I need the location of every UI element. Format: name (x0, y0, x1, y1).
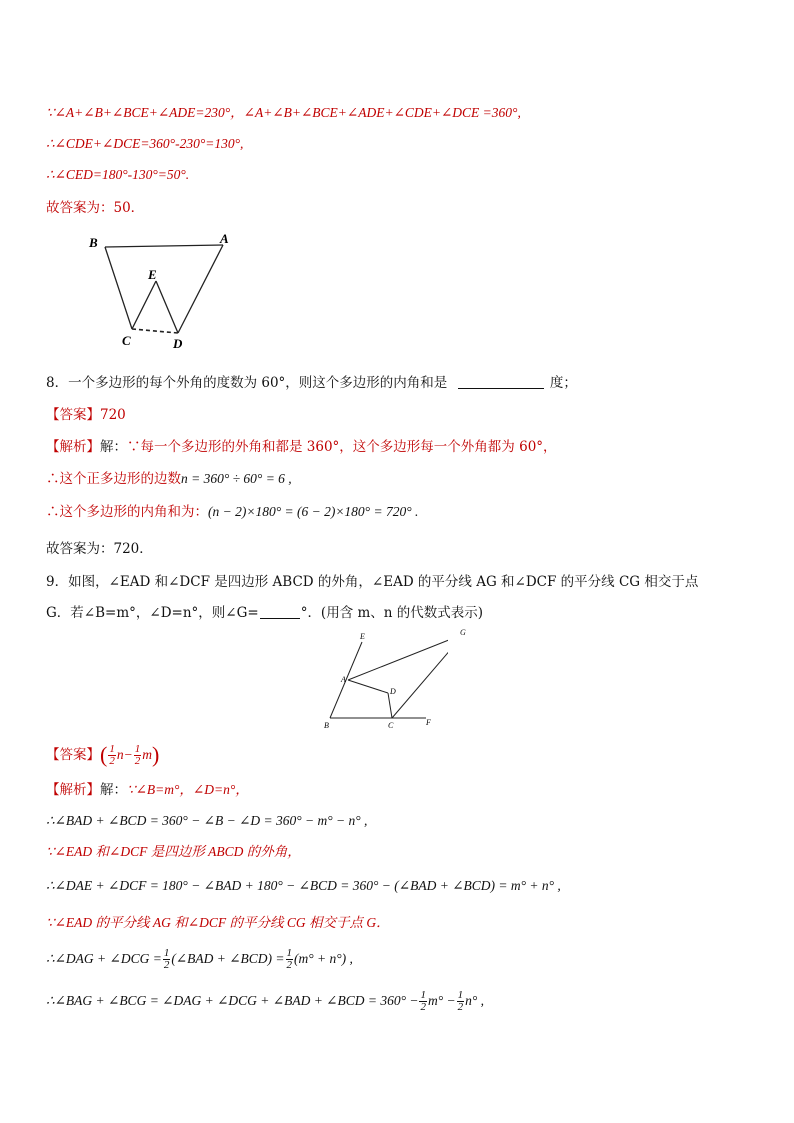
q9-analysis-text: ∵∠B=m°，∠D=n°， (127, 782, 249, 797)
q9-step5-a: ∴∠DAG + ∠DCG = (46, 951, 162, 966)
q9-answer-tag: 【答案】 (46, 747, 100, 763)
q9-answer-v1: n− (116, 747, 133, 762)
q9-step5-half2: $\frac{1}{2}$ (286, 946, 293, 971)
q9-answer-blank (260, 618, 300, 619)
q9-answer-close-paren: ) (151, 742, 160, 767)
fig1-edge-ba (105, 245, 223, 247)
q9-step4: ∵∠EAD 的平分线 AG 和∠DCF 的平分线 CG 相交于点 G． (46, 915, 390, 930)
q8-stem-before: 8．一个多边形的每个外角的度数为 60°，则这个多边形的内角和是 (46, 375, 448, 391)
q9-step5-b: (∠BAD + ∠BCD) = (171, 951, 285, 966)
fig2-line-be (330, 642, 362, 718)
q9-answer (46, 742, 159, 768)
fig2-line-cg (392, 634, 448, 718)
q9-step6-a: ∴∠BAG + ∠BCG = ∠DAG + ∠DCG + ∠BAD + ∠BCD = 360° − (46, 993, 419, 1008)
q9-answer-expr (100, 744, 159, 767)
q9-step1: ∴∠BAD + ∠BCD = 360° − ∠B − ∠D = 360° − m° − n° , (46, 813, 368, 828)
q9-stem-after: °．(用含 m、n 的代数式表示) (300, 605, 484, 621)
fig2-label-c: C (388, 721, 394, 730)
fig1-edge-ce (132, 281, 156, 329)
q9-stem-before: G．若∠B=m°，∠D=n°，则∠G= (46, 605, 259, 621)
figure-quadrilateral-abcde (80, 225, 250, 355)
q9-step6 (46, 986, 484, 1016)
figure-quadrilateral-abcd-bisectors (318, 628, 448, 732)
fig2-label-d: D (390, 687, 396, 696)
q9-analysis-tag: 【解析】 (46, 782, 100, 798)
fig1-edge-ad (178, 245, 223, 333)
fig1-label-b: B (89, 235, 98, 250)
fig2-label-e: E (360, 632, 365, 641)
q9-step6-c: n° , (465, 993, 485, 1008)
q8-answer-blank (458, 388, 544, 389)
q9-stem-line1: 9．如图，∠EAD 和∠DCF 是四边形 ABCD 的外角，∠EAD 的平分线 AG 和∠DCF 的平分线 CG 相交于点 (46, 574, 699, 590)
sol7-line1: ∵∠A+∠B+∠BCE+∠ADE=230°，∠A+∠B+∠BCE+∠ADE+∠CDE+∠DCE =360°, (46, 105, 521, 120)
q8-step3-math: (n − 2)×180° = (6 − 2)×180° = 720° . (208, 504, 419, 519)
fig1-label-c: C (122, 333, 131, 348)
fig1-label-d: D (173, 336, 183, 351)
q8-answer-tag: 【答案】 (46, 407, 100, 423)
q9-step6-half2: $\frac{1}{2}$ (457, 988, 464, 1013)
fig2-line-ad (348, 680, 388, 693)
fig1-edge-cd-dashed (132, 329, 178, 333)
q9-answer-v2: m (142, 747, 152, 762)
q9-step6-half1: $\frac{1}{2}$ (420, 988, 426, 1013)
q9-stem-line2 (46, 604, 483, 622)
sol7-answer: 故答案为：50． (46, 200, 145, 216)
fig2-label-b: B (324, 721, 329, 730)
q8-stem (46, 374, 577, 392)
fig2-label-g: G (460, 628, 466, 637)
q8-analysis-tag: 【解析】 (46, 439, 100, 455)
q9-analysis (46, 781, 249, 799)
fig2-line-dc (388, 693, 392, 718)
q9-step5-c: (m° + n°) , (294, 951, 353, 966)
q8-analysis (46, 438, 557, 456)
fig1-label-a: A (220, 231, 229, 246)
q8-step3 (46, 503, 418, 521)
q9-answer-frac1: $\frac{1}{2}$ (109, 742, 115, 767)
fig2-label-f: F (426, 718, 431, 727)
fig1-label-e: E (148, 267, 157, 282)
q9-step3: ∴∠DAE + ∠DCF = 180° − ∠BAD + 180° − ∠BCD = 360° − (∠BAD + ∠BCD) = m° + n° , (46, 878, 561, 893)
q9-step6-b: m° − (427, 993, 456, 1008)
q9-answer-open-paren: ( (100, 742, 108, 767)
fig2-label-a: A (341, 675, 346, 684)
q8-step2 (46, 470, 292, 488)
q8-stem-after: 度； (549, 375, 577, 391)
q8-analysis-text: ∵每一个多边形的外角和都是 360°，这个多边形每一个外角都为 60°， (127, 439, 557, 455)
q9-step5-half1: $\frac{1}{2}$ (163, 946, 170, 971)
q9-analysis-prefix: 解： (100, 782, 127, 798)
q8-conclusion: 故答案为：720． (46, 541, 153, 557)
q9-answer-frac2: $\frac{1}{2}$ (134, 742, 141, 767)
q9-step2: ∵∠EAD 和∠DCF 是四边形 ABCD 的外角， (46, 844, 301, 859)
q8-answer-value: 720 (100, 407, 126, 423)
q9-step5 (46, 944, 353, 974)
q8-answer (46, 406, 126, 424)
sol7-line3: ∴∠CED=180°-130°=50°. (46, 167, 190, 182)
sol7-line2: ∴∠CDE+∠DCE=360°-230°=130°, (46, 136, 244, 151)
q8-step3-text: ∴这个多边形的内角和为： (46, 504, 208, 520)
q8-step2-math: n = 360° ÷ 60° = 6 , (181, 471, 292, 486)
fig1-edge-ed (156, 281, 178, 333)
q8-analysis-prefix: 解： (100, 439, 127, 455)
q8-step2-text: ∴这个正多边形的边数 (46, 471, 181, 487)
fig1-edge-bc (105, 247, 132, 329)
